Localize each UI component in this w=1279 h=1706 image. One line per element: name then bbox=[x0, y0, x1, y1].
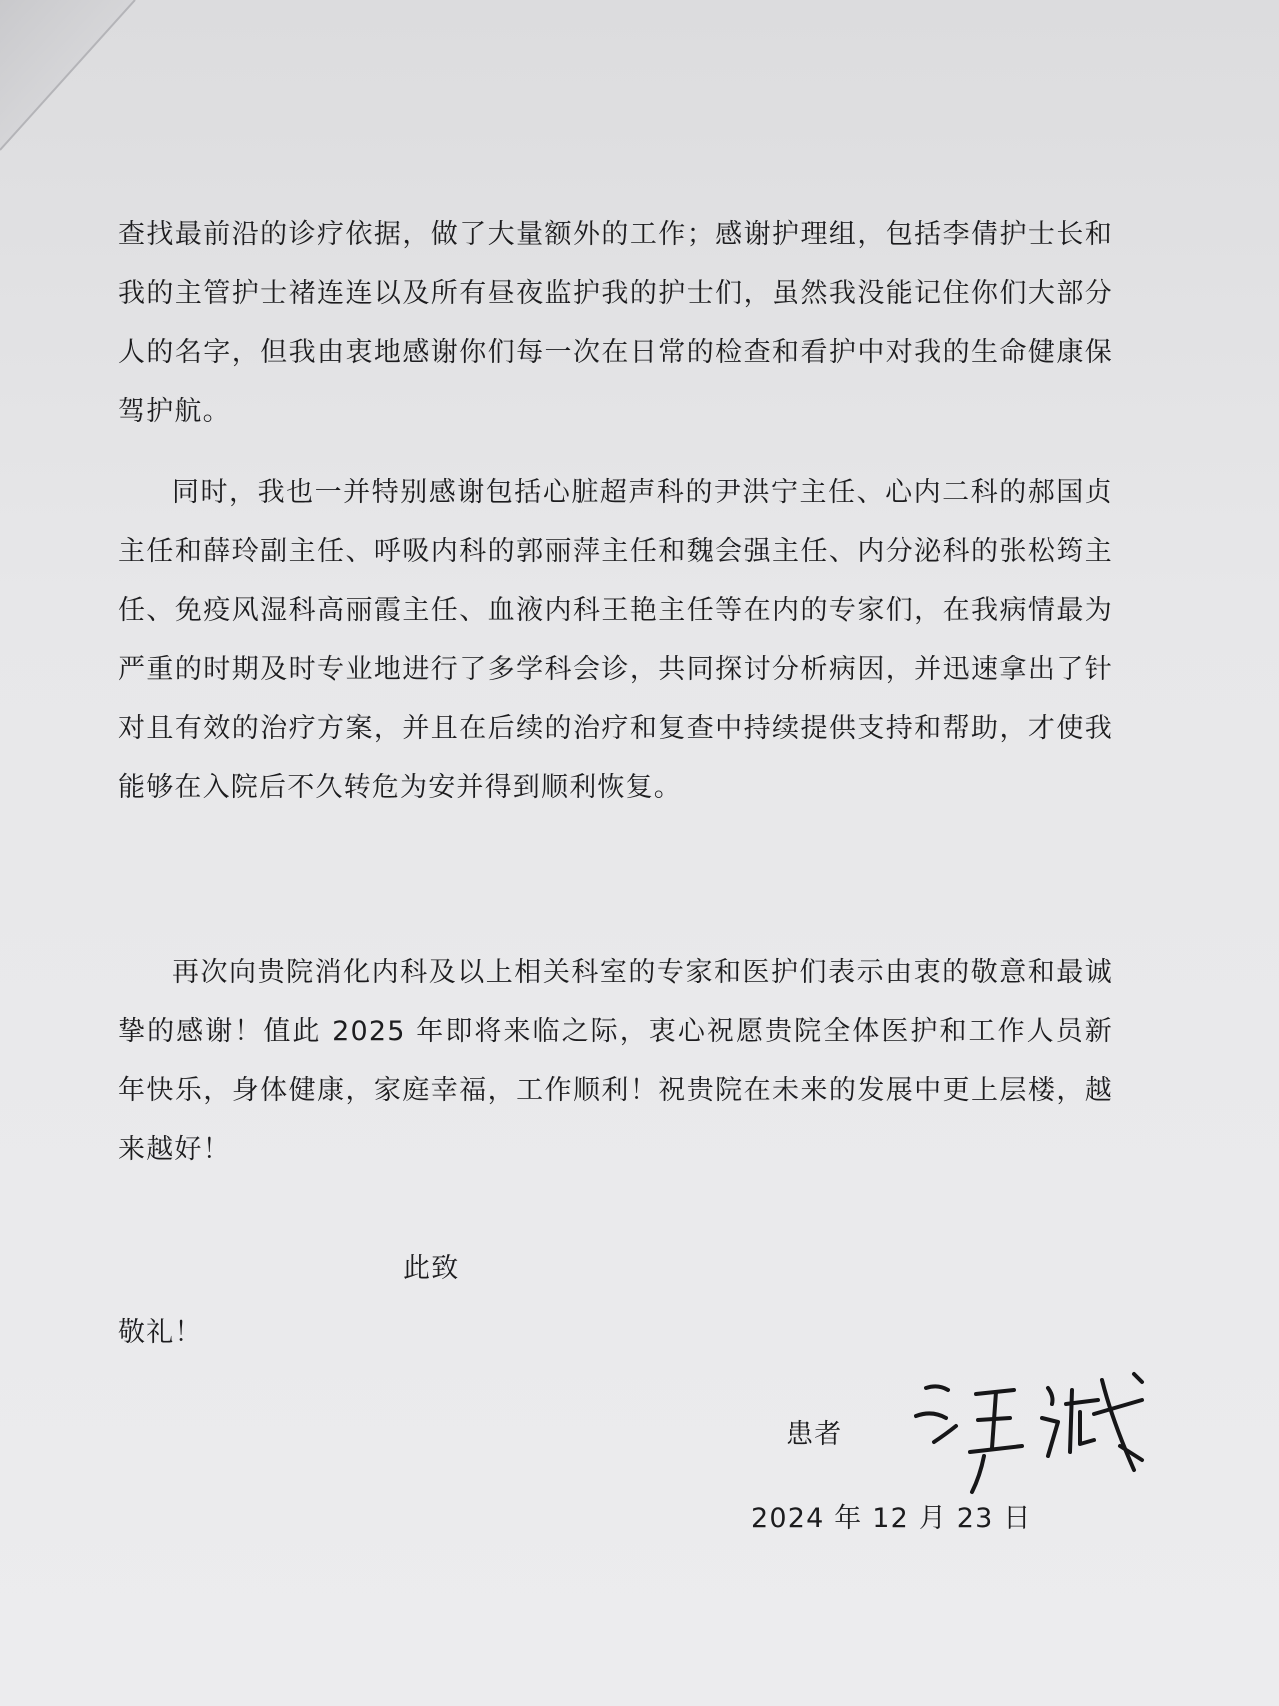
signer-label: 患者 bbox=[786, 1419, 843, 1450]
letter-paragraph-1: 查找最前沿的诊疗依据，做了大量额外的工作；感谢护理组，包括李倩护士长和我的主管护士褚连连以及所有昼夜监护我的护士们，虽然我没能记住你们大部分人的名字，但我由衷地感谢你们每一次在日常的检查和看护中对我的生命健康保驾护航。 bbox=[118, 219, 1113, 427]
letter-page bbox=[118, 0, 1118, 1706]
letter-date: 2024 年 12 月 23 日 bbox=[751, 1503, 1032, 1534]
letter-paragraph-2: 同时，我也一并特别感谢包括心脏超声科的尹洪宁主任、心内二科的郝国贞主任和薛玲副主任、呼吸内科的郭丽萍主任和魏会强主任、内分泌科的张松筠主任、免疫风湿科高丽霞主任、血液内科王艳主任等在内的专家们，在我病情最为严重的时期及时专业地进行了多学科会诊，共同探讨分析病因，并迅速拿出了针对且有效的治疗方案，并且在后续的治疗和复查中持续提供支持和帮助，才使我能够在入院后不久转危为安并得到顺利恢复。 bbox=[118, 477, 1113, 803]
letter-salute: 敬礼！ bbox=[118, 1317, 203, 1348]
letter-paragraph-3: 再次向贵院消化内科及以上相关科室的专家和医护们表示由衷的敬意和最诚挚的感谢！值此 2025 年即将来临之际，衷心祝愿贵院全体医护和工作人员新年快乐，身体健康，家庭幸福，工作顺利！祝贵院在未来的发展中更上层楼，越来越好！ bbox=[118, 957, 1113, 1165]
letter-closing: 此致 bbox=[403, 1253, 460, 1284]
handwritten-signature bbox=[898, 1360, 1158, 1500]
